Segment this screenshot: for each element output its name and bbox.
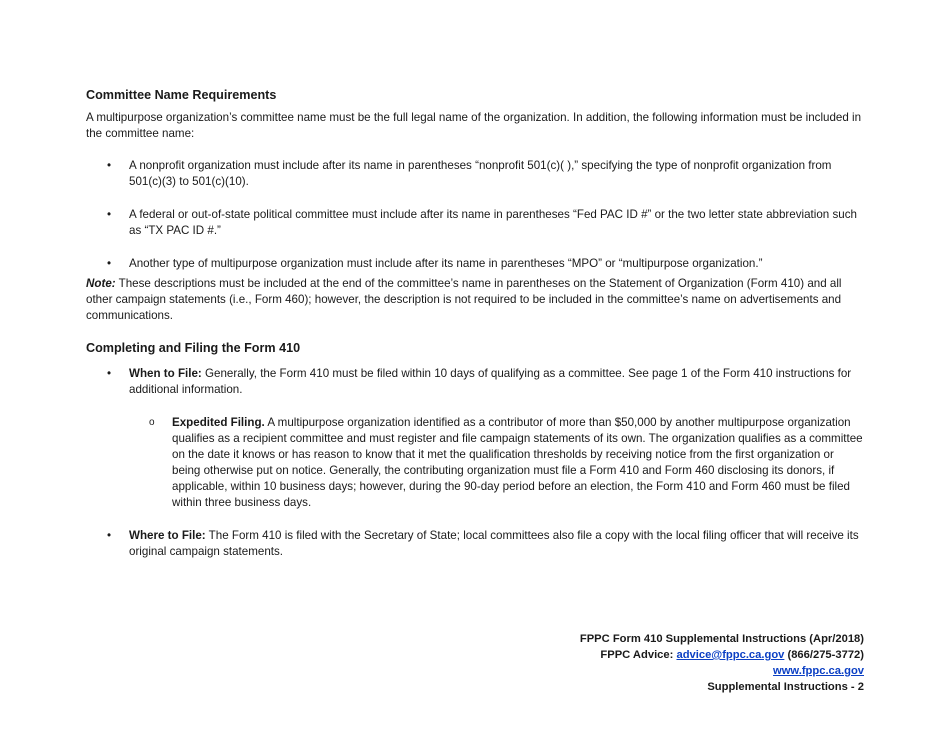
bullet-icon: •	[107, 529, 112, 542]
website-link[interactable]: www.fppc.ca.gov	[773, 665, 864, 677]
list-item	[86, 207, 864, 239]
when-to-file-text: Generally, the Form 410 must be filed within 10 days of qualifying as a committee. See page 1 of the Form 410 instructions for additional information.	[129, 367, 852, 396]
footer-advice-label: FPPC Advice:	[600, 649, 677, 661]
bullet-icon: •	[107, 257, 112, 270]
list-item-text: A nonprofit organization must include after its name in parentheses “nonprofit 501(c)( ),” specifying the type of nonprofit organization from 501(c)(3) to 501(c)(10).	[129, 159, 832, 188]
committee-name-heading: Committee Name Requirements	[86, 88, 277, 102]
list-item-expedited	[86, 415, 864, 511]
bullet-icon: •	[107, 367, 112, 380]
bullet-icon: •	[107, 159, 112, 172]
completing-filing-heading: Completing and Filing the Form 410	[86, 341, 301, 355]
list-item-when-to-file	[86, 366, 864, 398]
list-item-where-to-file	[86, 528, 864, 560]
filing-list	[86, 366, 864, 560]
when-to-file-label: When to File:	[129, 367, 202, 380]
circle-bullet-icon: o	[149, 417, 155, 428]
footer-advice	[580, 647, 864, 663]
sub-list-item	[86, 415, 864, 511]
expedited-filing-text: A multipurpose organization identified as a contributor of more than $50,000 by another multipurpose organization qualifies as a recipient committee and must register and file campaign statements of its own. The organization qualifies as a committee on the date it knows or has reason to know that it met the qualification thresholds by receiving notice from the first organization or being otherwise put on notice. Generally, the contributing organization must file a Form 410 and Form 460 disclosing its donors, if applicable, within 10 business days; however, during the 90-day period before an election, the Form 410 and Form 460 must be filed within three business days.	[172, 416, 863, 509]
list-item-text: A federal or out-of-state political committee must include after its name in parentheses “Fed PAC ID #” or the two letter state abbreviation such as “TX PAC ID #.”	[129, 208, 857, 237]
list-item	[86, 256, 864, 272]
footer-form-title: FPPC Form 410 Supplemental Instructions (Apr/2018)	[579, 633, 864, 645]
expedited-filing-label: Expedited Filing.	[172, 416, 265, 429]
note-text: These descriptions must be included at the end of the committee’s name in parentheses on the Statement of Organization (Form 410) and all other campaign statements (i.e., Form 460); however, the description is not required to be included in the committee’s name on advertisements and communications.	[86, 277, 842, 322]
footer-page-number: Supplemental Instructions - 2	[707, 681, 864, 693]
note-paragraph	[86, 276, 864, 324]
name-requirements-list	[86, 158, 864, 272]
intro-paragraph: A multipurpose organization’s committee name must be the full legal name of the organization. In addition, the following information must be included in the committee name:	[86, 111, 862, 140]
bullet-icon: •	[107, 208, 112, 221]
list-item	[86, 158, 864, 190]
where-to-file-label: Where to File:	[129, 529, 206, 542]
document-body	[86, 87, 864, 560]
note-label: Note:	[86, 277, 116, 290]
advice-email-link[interactable]: advice@fppc.ca.gov	[676, 649, 785, 661]
where-to-file-text: The Form 410 is filed with the Secretary of State; local committees also file a copy with the local filing officer that will receive its original campaign statements.	[129, 529, 859, 558]
list-item-text: Another type of multipurpose organization must include after its name in parentheses “MPO” or “multipurpose organization.”	[129, 257, 763, 270]
footer-advice-phone: (866/275-3772)	[784, 649, 864, 661]
page-footer	[580, 631, 864, 695]
